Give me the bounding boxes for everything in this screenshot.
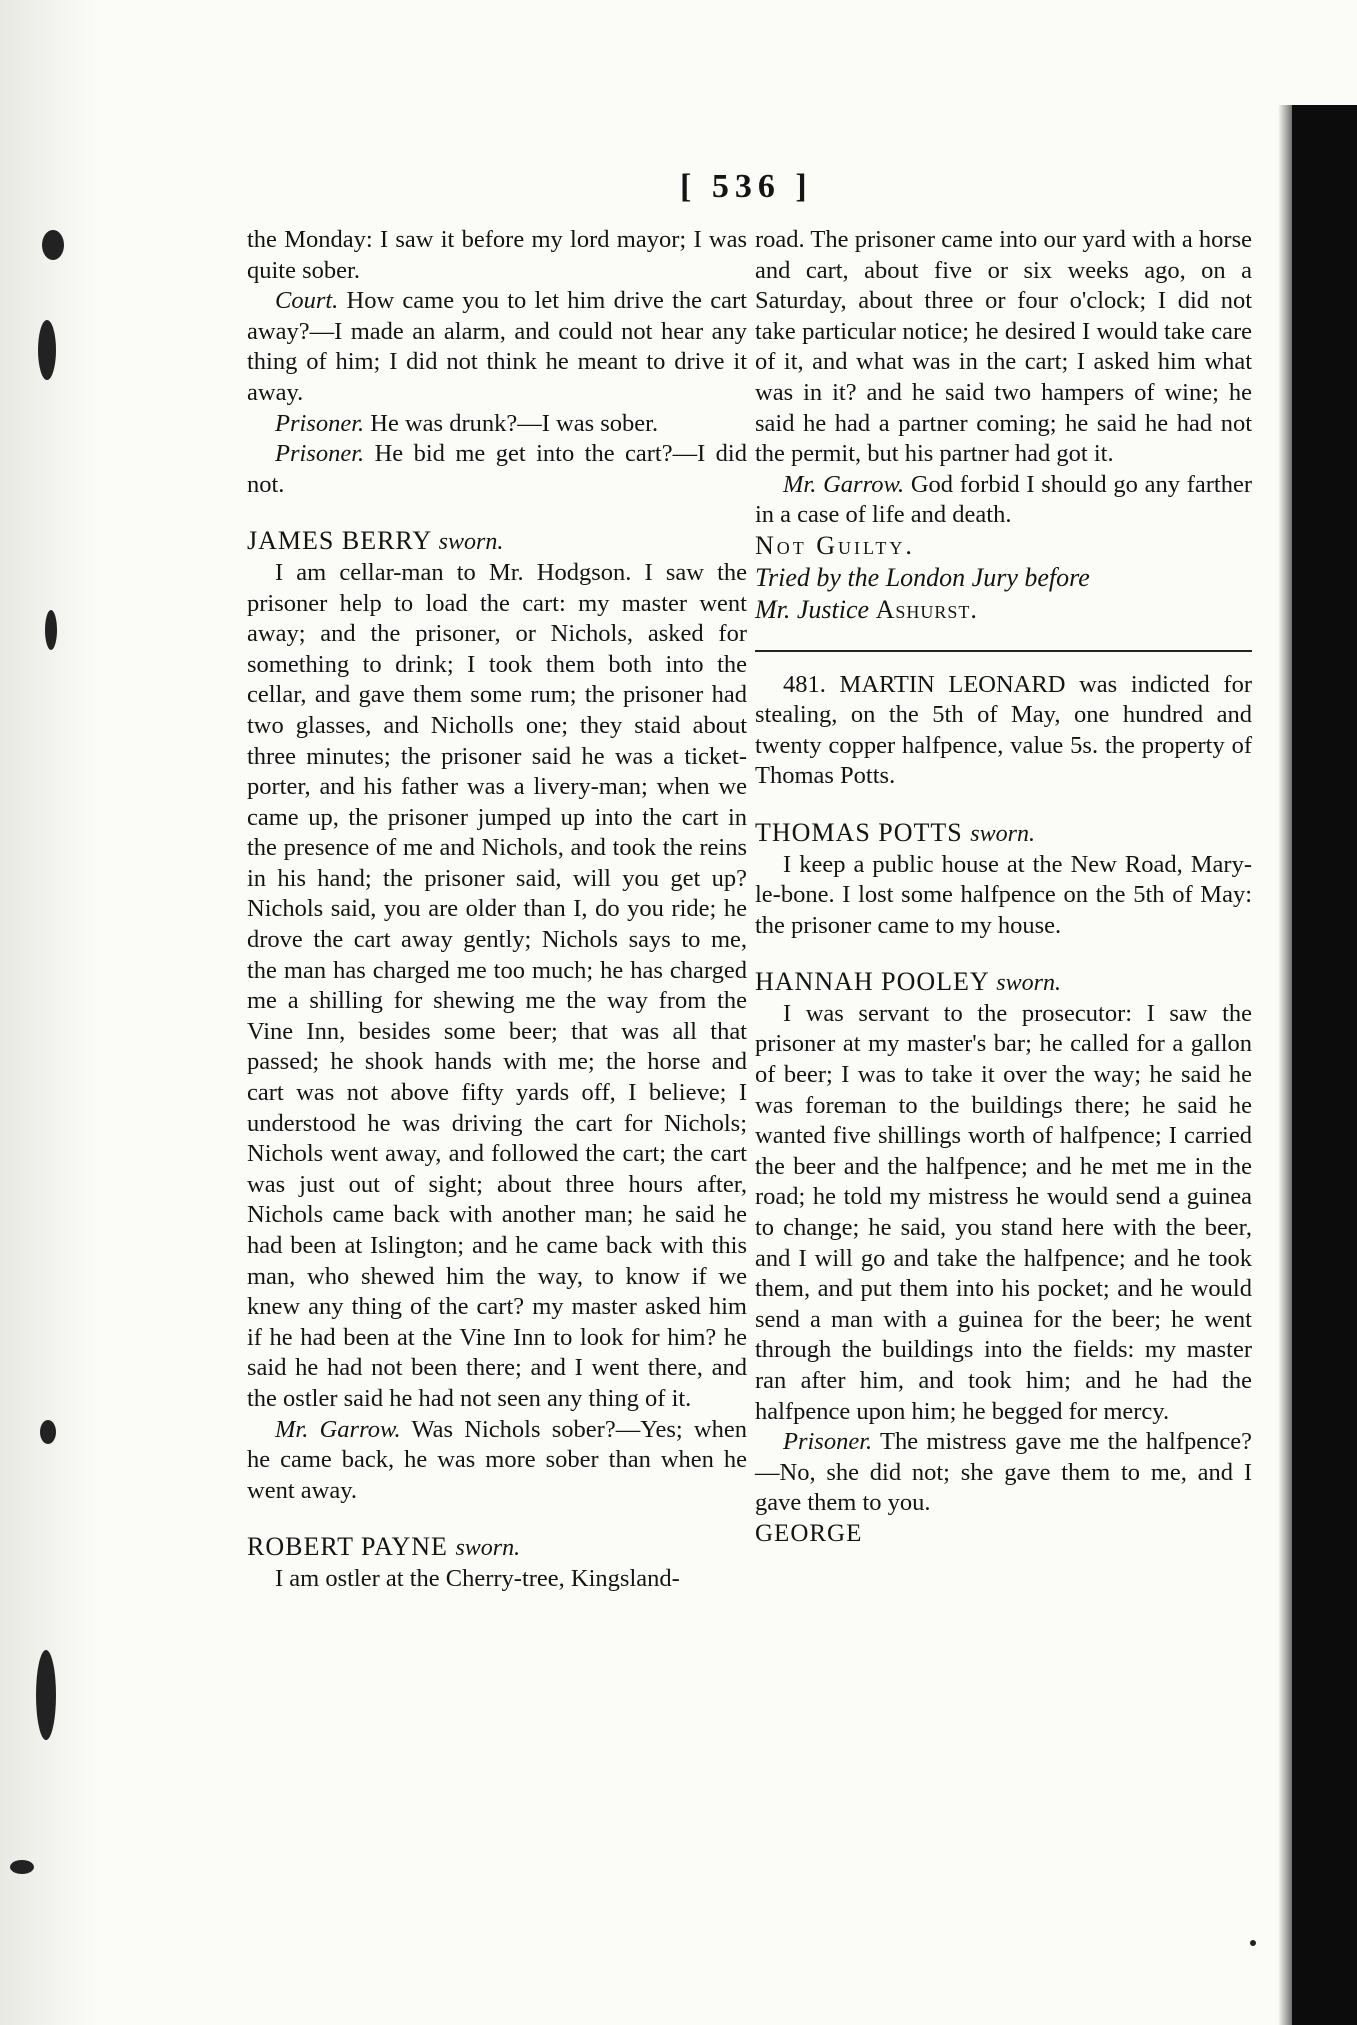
verdict: Not Guilty. — [755, 530, 915, 560]
paragraph-text: He was drunk?—I was sober. — [364, 409, 659, 437]
tried-by-note — [755, 562, 1252, 626]
paragraph-text: The mistress gave me the halfpence?—No, she did not; she gave them to me, and I gave them to you. — [755, 1428, 1252, 1517]
witness-name: ROBERT PAYNE — [247, 1532, 448, 1562]
witness-heading — [247, 526, 747, 558]
testimony-court — [247, 286, 747, 408]
page-edge-shadow — [1292, 105, 1357, 2025]
testimony-prisoner — [755, 1427, 1252, 1519]
paragraph: I am cellar-man to Mr. Hodgson. I saw the prisoner help to load the cart: my master went away; and the prisoner, or Nichols, asked for something to drink; I took them both into the cellar, and gave them some rum; the prisoner had two glasses, and Nicholls one; they staid about three minutes; the prisoner said he was a ticket-porter, and his father was a livery-man; when we came up, the prisoner jumped up into the cart in the presence of me and Nichols, and took the reins in his hand; the prisoner said, will you get up? Nichols said, you are older than I, do you ride; he drove the cart away gently; Nichols says to me, the man has charged me too much; he has charged me a shilling for shewing me the way from the Vine Inn, besides some beer; that was all that passed; he shook hands with me; the horse and cart was not above fifty yards off, I believe; I understood he was driving the cart for Nichols; Nichols went away, and followed the cart; the cart was just out of sight; about three hours after, Nichols came back with another man; he said he had been at Islington; and he came back with this man, who shewed him the way, to know if we knew any thing of the cart? my master asked him if he had been at the Vine Inn to look for him? he said he had not been there; and I went there, and the ostler said he had not seen any thing of it. — [247, 558, 747, 1412]
tried-line: Tried by the London Jury before — [755, 562, 1090, 592]
witness-heading — [755, 818, 1252, 850]
testimony-prisoner — [247, 409, 747, 440]
witness-name: JAMES BERRY — [247, 526, 432, 556]
testimony-prisoner — [247, 439, 747, 500]
paragraph-text: Was Nichols sober?—Yes; when he came back, he was more sober than when he went away. — [247, 1415, 747, 1504]
speaker-label: Court. — [275, 287, 339, 315]
sworn-label: sworn. — [438, 529, 504, 556]
paragraph: I am ostler at the Cherry-tree, Kingsland- — [275, 1564, 680, 1592]
witness-heading — [755, 967, 1252, 999]
ink-blot — [38, 320, 56, 380]
witness-heading — [247, 1532, 747, 1564]
speaker-label: Mr. Garrow. — [275, 1415, 401, 1443]
paragraph: road. The prisoner came into our yard with a horse and cart, about five or six weeks ago, on a Saturday, about three or four o'clock; I did not take particular notice; he desired I would take care of it, and what was in the cart; I asked him what was in it? and he said two hampers of wine; he said he had a partner coming; he said he had not the permit, but his partner had got it. — [755, 226, 1252, 468]
sworn-label: sworn. — [970, 820, 1035, 847]
paragraph-text: How came you to let him drive the cart away?—I made an alarm, and could not hear any thing of him; I did not think he meant to drive it away. — [247, 287, 747, 406]
page-number: [ 536 ] — [680, 168, 813, 205]
speaker-label: Prisoner. — [783, 1428, 873, 1456]
ink-blot — [45, 610, 57, 650]
ink-blot — [36, 1650, 56, 1740]
speaker-label: Mr. Garrow. — [783, 470, 905, 498]
spacer — [755, 792, 1252, 818]
case-entry: 481. MARTIN LEONARD was indicted for stealing, on the 5th of May, one hundred and twenty copper halfpence, value 5s. the property of Thomas Potts. — [755, 670, 1252, 790]
ink-blot — [42, 230, 64, 260]
spacer — [755, 941, 1252, 967]
right-column — [755, 225, 1252, 1550]
paragraph-text: God forbid I should go any farther in a case of life and death. — [755, 470, 1252, 529]
spacer — [247, 500, 747, 526]
testimony-garrow — [247, 1415, 747, 1507]
left-column — [247, 225, 747, 1595]
paragraph-text: He bid me get into the cart?—I did not. — [247, 440, 747, 498]
sworn-label: sworn. — [455, 1535, 521, 1562]
witness-name: HANNAH POOLEY — [755, 967, 989, 997]
catchword: GEORGE — [755, 1519, 863, 1547]
speaker-label: Prisoner. — [275, 440, 365, 468]
ink-blot — [10, 1860, 34, 1874]
spacer — [247, 1506, 747, 1532]
section-divider — [755, 650, 1252, 652]
witness-name: THOMAS POTTS — [755, 817, 963, 847]
judge-name: Ashurst. — [875, 594, 978, 624]
testimony-garrow — [755, 470, 1252, 531]
sworn-label: sworn. — [996, 970, 1061, 997]
speaker-label: Prisoner. — [275, 409, 365, 437]
paragraph: I keep a public house at the New Road, Mary-le-bone. I lost some halfpence on the 5th of May: the prisoner came to my house. — [755, 850, 1252, 939]
tried-judge: Mr. Justice — [755, 594, 876, 624]
paragraph: the Monday: I saw it before my lord mayor; I was quite sober. — [247, 226, 747, 284]
ink-blot — [40, 1420, 56, 1444]
paragraph: I was servant to the prosecutor: I saw the prisoner at my master's bar; he called for a gallon of beer; I was to take it over the way; he said he was foreman to the buildings there; he said he wanted five shillings worth of halfpence; I carried the beer and the halfpence; and he met me in the road; he told my mistress he would send a guinea to change; he said, you stand here with the beer, and I will go and take the halfpence; and he took them, and put them into his pocket; and he would send a man with a guinea for the beer; he went through the buildings into the fields: my master ran after him, and took him; and he had the halfpence upon him; he begged for mercy. — [755, 999, 1252, 1425]
ink-blot — [1250, 1940, 1256, 1946]
